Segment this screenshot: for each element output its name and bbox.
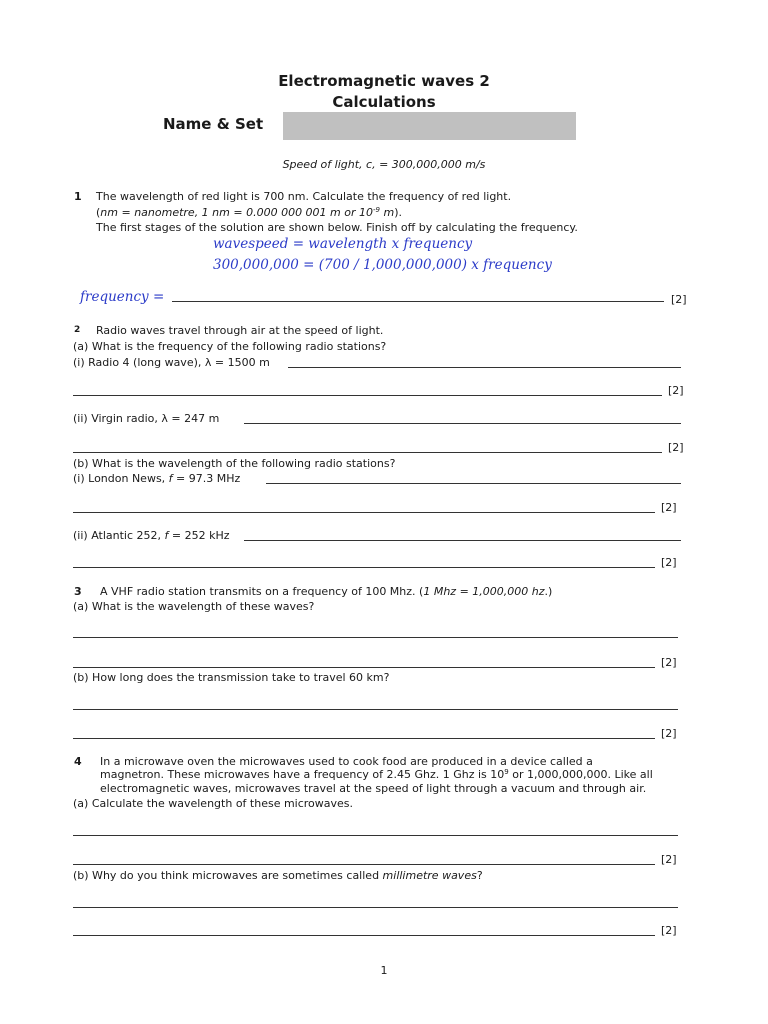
handwritten-equation-2: 300,000,000 = (700 / 1,000,000,000) x frequency — [213, 257, 552, 273]
answer-line[interactable] — [73, 738, 655, 739]
question-2a-ii-text: (ii) Virgin radio, λ = 247 m — [73, 412, 220, 425]
question-4-text-line-3: electromagnetic waves, microwaves travel at the speed of light through a vacuum and through air. — [100, 782, 647, 795]
question-3-number: 3 — [74, 585, 82, 598]
answer-line[interactable] — [73, 395, 662, 396]
page-subtitle: Calculations — [332, 93, 436, 111]
question-4-text-line-2: magnetron. These microwaves have a frequency of 2.45 Ghz. 1 Ghz is $10^9$ or 1,000,000,000. Like all — [100, 768, 653, 781]
answer-line[interactable] — [288, 367, 681, 368]
question-1-number: 1 — [74, 190, 82, 203]
question-4a-text: (a) Calculate the wavelength of these microwaves. — [73, 797, 354, 810]
marks-label: [2] — [668, 384, 684, 397]
answer-line[interactable] — [73, 567, 655, 568]
marks-label: [2] — [661, 924, 677, 937]
question-2b-text: (b) What is the wavelength of the following radio stations? — [73, 457, 396, 470]
marks-label: [2] — [661, 727, 677, 740]
question-4-number: 4 — [74, 755, 82, 768]
answer-line[interactable] — [73, 667, 655, 668]
question-4b-text: (b) Why do you think microwaves are sometimes called millimetre waves? — [73, 869, 483, 882]
marks-label: [2] — [661, 501, 677, 514]
speed-of-light-note: Speed of light, c, = 300,000,000 m/s — [282, 158, 486, 171]
name-set-label: Name & Set — [163, 115, 264, 133]
answer-line[interactable] — [266, 483, 681, 484]
handwritten-equation-1: wavespeed = wavelength x frequency — [213, 236, 473, 252]
answer-line[interactable] — [73, 935, 655, 936]
question-3b-text: (b) How long does the transmission take to travel 60 km? — [73, 671, 390, 684]
page-title: Electromagnetic waves 2 — [278, 72, 490, 90]
question-2-intro: Radio waves travel through air at the speed of light. — [96, 324, 384, 337]
question-2b-i-text: (i) London News, f = 97.3 MHz — [73, 472, 241, 485]
question-1-instructions: The first stages of the solution are shown below. Finish off by calculating the frequency. — [96, 221, 578, 234]
answer-line[interactable] — [73, 835, 678, 836]
page-number: 1 — [380, 964, 388, 977]
marks-label: [2] — [661, 656, 677, 669]
answer-line[interactable] — [73, 709, 678, 710]
question-2b-ii-text: (ii) Atlantic 252, f = 252 kHz — [73, 529, 230, 542]
question-3-text: A VHF radio station transmits on a frequency of 100 Mhz. (1 Mhz = 1,000,000 hz.) — [100, 585, 553, 598]
question-2a-text: (a) What is the frequency of the following radio stations? — [73, 340, 387, 353]
answer-line[interactable] — [73, 452, 662, 453]
answer-line[interactable] — [172, 301, 664, 302]
question-2a-i-text: (i) Radio 4 (long wave), λ = 1500 m — [73, 356, 270, 369]
question-4-text-line-1: In a microwave oven the microwaves used to cook food are produced in a device called a — [100, 755, 593, 768]
answer-line[interactable] — [73, 864, 655, 865]
answer-line[interactable] — [73, 907, 678, 908]
answer-line[interactable] — [73, 637, 678, 638]
question-2-number: 2 — [74, 325, 81, 335]
question-3a-text: (a) What is the wavelength of these waves? — [73, 600, 315, 613]
handwritten-frequency-label: frequency = — [80, 289, 165, 305]
marks-label: [2] — [661, 853, 677, 866]
answer-line[interactable] — [244, 540, 681, 541]
answer-line[interactable] — [73, 512, 655, 513]
question-1-nm-note: (nm = nanometre, 1 nm = 0.000 000 001 m or $10^{-9}$ m). — [96, 206, 403, 219]
answer-line[interactable] — [244, 423, 681, 424]
question-1-text: The wavelength of red light is 700 nm. Calculate the frequency of red light. — [96, 190, 512, 203]
marks-label: [2] — [668, 441, 684, 454]
marks-label: [2] — [661, 556, 677, 569]
marks-label: [2] — [671, 293, 687, 306]
name-set-field[interactable] — [283, 112, 576, 140]
